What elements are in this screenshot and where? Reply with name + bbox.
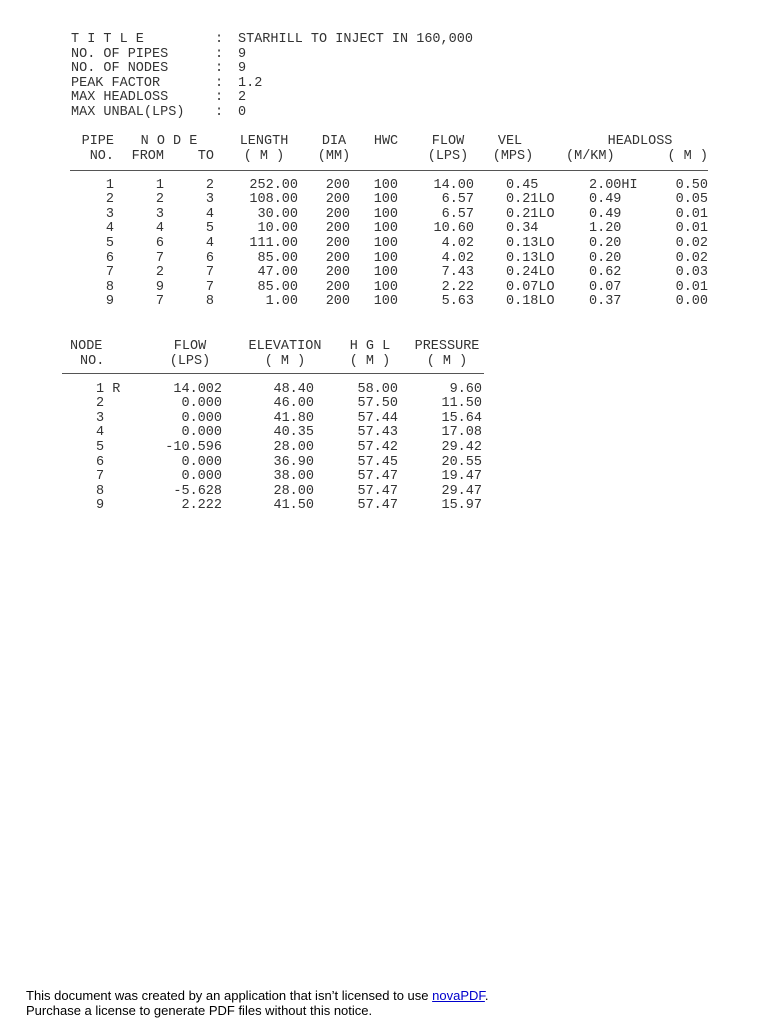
param-value: 1.2 [238,75,263,91]
pipe-to-cell: 4 [205,235,214,251]
node-no-cell: 1 R [96,381,121,397]
pipe-no-cell: 7 [105,265,114,281]
pipe-headloss-m-cell: 0.50 [675,177,708,193]
length-col-subheader: ( M ) [243,149,285,164]
pipe-vel-cell: 0.13LO [506,235,555,251]
pipe-from-cell: 1 [155,177,164,193]
pipe-no-cell: 2 [105,192,114,208]
pipe-vel-cell: 0.24LO [506,265,555,281]
pipe-length-cell: 111.00 [249,235,298,251]
flow-col-subheader: (LPS) [427,149,469,164]
pipe-dia-cell: 200 [325,279,350,295]
license-notice [26,988,489,1018]
pipe-flow-cell: 5.63 [441,294,474,310]
pipe-headloss-m-cell: 0.01 [675,206,708,222]
pipe-dia-cell: 200 [325,192,350,208]
pipe-headloss-mkm-cell: 0.37 [589,294,622,310]
pipe-to-cell: 7 [205,265,214,281]
pipe-headloss-mkm-cell: 2.00HI [589,177,638,193]
pipe-to-cell: 6 [205,250,214,266]
pipe-flow-cell: 14.00 [433,177,474,193]
node-elevation-cell: 46.00 [273,396,314,412]
param-label: PEAK FACTOR [71,75,161,91]
pipe-headloss-mkm-cell: 0.20 [589,250,622,266]
pipe-col-subheader: NO. [89,149,114,164]
node-flow-cell: 0.000 [181,454,222,470]
param-label: MAX UNBAL(LPS) [71,105,185,120]
pipe-vel-cell: 0.07LO [506,279,555,295]
pipe-length-cell: 85.00 [257,279,298,295]
pipe-no-cell: 9 [105,294,114,310]
vel-col-subheader: (MPS) [492,149,534,164]
param-colon: : [215,61,224,77]
hwc-col-header: HWC [373,134,399,149]
pipe-headloss-m-cell: 0.01 [675,279,708,295]
node-flow-cell: 0.000 [181,469,222,485]
hgl-col-header: H G L [349,339,391,354]
length-col-header: LENGTH [239,134,289,149]
pipe-from-cell: 3 [155,206,164,222]
pipe-length-cell: 1.00 [265,294,298,310]
license-notice-line-2: Purchase a license to generate PDF files without this notice. [26,1003,373,1018]
pipe-headloss-mkm-cell: 0.07 [589,279,622,295]
pipe-table-rule [70,170,708,171]
node-elevation-cell: 38.00 [273,469,314,485]
pressure-col-header: PRESSURE [414,339,480,354]
node-col-subheader: NO. [80,354,105,369]
pipe-to-cell: 7 [205,279,214,295]
pipe-hwc-cell: 100 [373,221,398,237]
pipe-to-cell: 4 [205,206,214,222]
pipe-flow-cell: 7.43 [441,265,474,281]
pipe-length-cell: 108.00 [249,192,298,208]
pipe-vel-cell: 0.13LO [506,250,555,266]
pipe-length-cell: 30.00 [257,206,298,222]
pipe-from-cell: 4 [155,221,164,237]
node-flow-cell: -10.596 [165,439,222,455]
pipe-length-cell: 47.00 [257,265,298,281]
param-value: 0 [238,105,247,120]
pipe-from-cell: 6 [155,235,164,251]
param-label: NO. OF NODES [71,61,169,77]
pipe-flow-cell: 2.22 [441,279,474,295]
pipe-length-cell: 10.00 [257,221,298,237]
pipe-hwc-cell: 100 [373,265,398,281]
node-flow-col-header: FLOW [173,339,207,354]
node-hgl-cell: 57.43 [357,425,398,441]
node-pressure-cell: 17.08 [441,425,482,441]
pipe-flow-cell: 4.02 [441,250,474,266]
pipe-no-cell: 8 [105,279,114,295]
node-no-cell: 3 [96,410,105,426]
param-label: MAX HEADLOSS [71,90,169,106]
flow-col-header: FLOW [431,134,465,149]
pipe-to-cell: 3 [205,192,214,208]
pipe-no-cell: 3 [105,206,114,222]
param-colon: : [215,46,224,62]
node-hgl-cell: 57.45 [357,454,398,470]
node-elevation-cell: 41.50 [273,498,314,514]
node-flow-cell: 0.000 [181,410,222,426]
pipe-headloss-mkm-cell: 1.20 [589,221,622,237]
node-pressure-cell: 15.64 [441,410,482,426]
headloss-mkm-subheader: (M/KM) [566,149,615,164]
pipe-dia-cell: 200 [325,221,350,237]
pipe-hwc-cell: 100 [373,177,398,193]
dia-col-subheader: (MM) [317,149,351,164]
node-no-cell: 9 [96,498,105,514]
node-col-header: NODE [70,339,103,354]
node-elevation-cell: 41.80 [273,410,314,426]
pipe-dia-cell: 200 [325,206,350,222]
node-flow-cell: 0.000 [181,396,222,412]
pipe-from-cell: 7 [155,250,164,266]
pressure-col-subheader: ( M ) [426,354,468,369]
pipe-headloss-m-cell: 0.01 [675,221,708,237]
pipe-from-cell: 7 [155,294,164,310]
license-notice-suffix: . [484,988,489,1003]
param-value: 9 [238,46,247,62]
node-pressure-cell: 11.50 [441,396,482,412]
pipe-dia-cell: 200 [325,294,350,310]
pipe-no-cell: 1 [105,177,114,193]
node-elevation-cell: 40.35 [273,425,314,441]
pipe-length-cell: 252.00 [249,177,298,193]
pipe-no-cell: 6 [105,250,114,266]
pipe-hwc-cell: 100 [373,279,398,295]
pipe-from-cell: 2 [155,192,164,208]
pipe-to-cell: 8 [205,294,214,310]
headloss-col-header: HEADLOSS [607,134,673,149]
pipe-flow-cell: 4.02 [441,235,474,251]
dia-col-header: DIA [321,134,347,149]
pipe-headloss-mkm-cell: 0.20 [589,235,622,251]
pipe-vel-cell: 0.34 [506,221,539,237]
pipe-vel-cell: 0.21LO [506,192,555,208]
vel-col-header: VEL [497,134,523,149]
param-colon: : [215,105,224,120]
pipe-vel-cell: 0.45 [506,177,539,193]
pipe-dia-cell: 200 [325,250,350,266]
pipe-to-cell: 2 [205,177,214,193]
node-no-cell: 5 [96,439,105,455]
node-no-cell: 6 [96,454,105,470]
node-flow-cell: 2.222 [181,498,222,514]
pipe-headloss-m-cell: 0.03 [675,265,708,281]
node-no-cell: 4 [96,425,105,441]
node-pressure-cell: 29.47 [441,483,482,499]
node-col-header: N O D E [140,134,198,149]
headloss-m-subheader: ( M ) [667,149,708,164]
pipe-dia-cell: 200 [325,235,350,251]
node-flow-cell: 0.000 [181,425,222,441]
pipe-flow-cell: 10.60 [433,221,474,237]
from-col-header: FROM [131,149,164,164]
pipe-flow-cell: 6.57 [441,192,474,208]
node-no-cell: 2 [96,396,105,412]
pipe-hwc-cell: 100 [373,235,398,251]
node-pressure-cell: 20.55 [441,454,482,470]
pipe-no-cell: 5 [105,235,114,251]
pipe-headloss-mkm-cell: 0.49 [589,206,622,222]
pipe-hwc-cell: 100 [373,250,398,266]
param-value: STARHILL TO INJECT IN 160,000 [238,32,473,47]
node-flow-cell: 14.002 [173,381,222,397]
node-elevation-cell: 28.00 [273,483,314,499]
node-hgl-cell: 57.47 [357,498,398,514]
pipe-hwc-cell: 100 [373,192,398,208]
node-table-rule [62,373,484,374]
node-hgl-cell: 57.47 [357,469,398,485]
pipe-hwc-cell: 100 [373,206,398,222]
node-pressure-cell: 29.42 [441,439,482,455]
pipe-no-cell: 4 [105,221,114,237]
node-hgl-cell: 57.50 [357,396,398,412]
param-colon: : [215,90,224,106]
node-flow-cell: -5.628 [173,483,222,499]
pipe-headloss-mkm-cell: 0.49 [589,192,622,208]
param-label: T I T L E [71,32,144,47]
pipe-headloss-m-cell: 0.02 [675,235,708,251]
node-pressure-cell: 15.97 [441,498,482,514]
elevation-col-subheader: ( M ) [264,354,306,369]
param-label: NO. OF PIPES [71,46,169,62]
pipe-dia-cell: 200 [325,177,350,193]
pipe-from-cell: 2 [155,265,164,281]
param-value: 2 [238,90,247,106]
node-pressure-cell: 9.60 [449,381,482,397]
pipe-vel-cell: 0.21LO [506,206,555,222]
param-colon: : [215,75,224,91]
pipe-vel-cell: 0.18LO [506,294,555,310]
pipe-length-cell: 85.00 [257,250,298,266]
to-col-header: TO [197,149,214,164]
node-hgl-cell: 57.47 [357,483,398,499]
pipe-hwc-cell: 100 [373,294,398,310]
hgl-col-subheader: ( M ) [349,354,391,369]
param-colon: : [215,32,224,47]
node-hgl-cell: 58.00 [357,381,398,397]
node-elevation-cell: 36.90 [273,454,314,470]
node-no-cell: 7 [96,469,105,485]
pipe-flow-cell: 6.57 [441,206,474,222]
node-pressure-cell: 19.47 [441,469,482,485]
pipe-headloss-mkm-cell: 0.62 [589,265,622,281]
node-elevation-cell: 28.00 [273,439,314,455]
elevation-col-header: ELEVATION [248,339,322,354]
node-flow-col-subheader: (LPS) [169,354,211,369]
pipe-headloss-m-cell: 0.05 [675,192,708,208]
node-hgl-cell: 57.42 [357,439,398,455]
pipe-dia-cell: 200 [325,265,350,281]
pipe-headloss-m-cell: 0.02 [675,250,708,266]
novapdf-link[interactable]: novaPDF [432,988,485,1003]
pipe-headloss-m-cell: 0.00 [675,294,708,310]
pipe-from-cell: 9 [155,279,164,295]
license-notice-line-1 [26,988,489,1003]
param-value: 9 [238,61,247,77]
pipe-col-header: PIPE [81,134,114,149]
node-elevation-cell: 48.40 [273,381,314,397]
pipe-to-cell: 5 [205,221,214,237]
node-hgl-cell: 57.44 [357,410,398,426]
node-no-cell: 8 [96,483,105,499]
license-notice-prefix: This document was created by an application that isn’t licensed to use [26,988,433,1003]
